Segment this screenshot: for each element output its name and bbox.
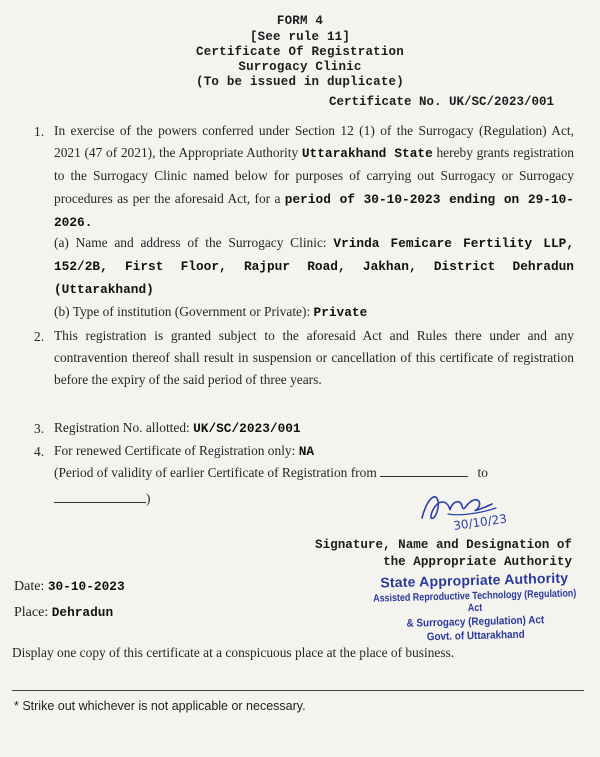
item-1b (54, 301, 574, 324)
footnote-divider (12, 690, 584, 691)
place-row (14, 605, 113, 621)
date-value: 30-10-2023 (47, 579, 125, 594)
renewal-value: NA (298, 444, 315, 459)
footnote: * Strike out whichever is not applicable or necessary. (14, 699, 306, 713)
item-1-text (54, 120, 574, 234)
item-1a (54, 232, 574, 302)
date-label: Date: (14, 579, 48, 594)
item-1-number: 1. (34, 124, 45, 139)
clinic-name-address: Vrinda Femicare Fertility LLP, 152/2B, First Floor, Rajpur Road, Jakhan, District Dehradun (Uttarakhand) (54, 236, 574, 298)
validity-from-blank (380, 476, 468, 477)
date-row (14, 579, 125, 595)
signature-date: 30/10/23 (452, 511, 508, 533)
document-subtitle: Surrogacy Clinic (238, 60, 362, 74)
place-value: Dehradun (51, 605, 114, 620)
validity-to-label: to (477, 465, 488, 480)
validity-label: (Period of validity of earlier Certificate of Registration from (54, 465, 377, 480)
stamp-line-1: State Appropriate Authority (380, 569, 569, 591)
place-label: Place: (14, 605, 52, 620)
validity-close: ) (146, 491, 151, 506)
official-stamp (354, 569, 596, 645)
institution-type-label: (b) Type of institution (Government or Private): (54, 304, 314, 319)
document-title: Certificate Of Registration (196, 45, 404, 59)
signature-line-2: the Appropriate Authority (383, 555, 572, 569)
duplicate-note: (To be issued in duplicate) (196, 75, 404, 89)
institution-type-value: Private (313, 305, 368, 320)
display-instruction: Display one copy of this certificate at a conspicuous place at the place of business. (12, 645, 455, 660)
item-3-number: 3. (34, 421, 45, 436)
validity-to-line (54, 488, 254, 510)
validity-to-blank (54, 502, 146, 503)
stamp-line-4: Govt. of Uttarakhand (426, 628, 525, 644)
stamp-line-2: Assisted Reproductive Technology (Regulation) Act (373, 587, 577, 615)
item-4-text (54, 440, 574, 463)
registration-no-value: UK/SC/2023/001 (193, 421, 301, 436)
form-number: FORM 4 (276, 14, 324, 28)
item-2-text: This registration is granted subject to the aforesaid Act and Rules there under and any contravention thereof shall result in suspension or cancellation of this certificate of registration before the expiry of the said period of three years. (54, 328, 574, 388)
item-4-validity (54, 462, 574, 484)
item-1-text-c: hereby grants registration to the Surrogacy Clinic named below for purposes of carrying out Surrogacy or Surrogacy procedures as per the aforesaid Act, for a (54, 145, 574, 206)
renewal-label: For renewed Certificate of Registration only: (54, 443, 299, 458)
authority-state: Uttarakhand State (301, 146, 433, 162)
signature-line-1: Signature, Name and Designation of (315, 538, 572, 552)
item-1-text-a: In exercise of the powers conferred under Section 12 (1) of the Surrogacy (Regulation) Act, 2021 (47 of 2021), the Appropriate Authority (54, 123, 574, 161)
rule-reference: [See rule 11] (249, 30, 351, 44)
handwritten-signature (418, 484, 528, 536)
clinic-name-label: (a) Name and address of the Surrogacy Clinic: (54, 235, 334, 250)
stamp-line-3: & Surrogacy (Regulation) Act (406, 614, 545, 630)
item-2-number: 2. (34, 329, 45, 344)
signature-block (315, 537, 572, 571)
item-3-text (54, 417, 574, 440)
validity-period: period of 30-10-2023 ending on 29-10-2026. (54, 191, 574, 230)
certificate-number: Certificate No. UK/SC/2023/001 (328, 95, 554, 109)
registration-no-label: Registration No. allotted: (54, 420, 194, 435)
item-4-number: 4. (34, 444, 45, 459)
